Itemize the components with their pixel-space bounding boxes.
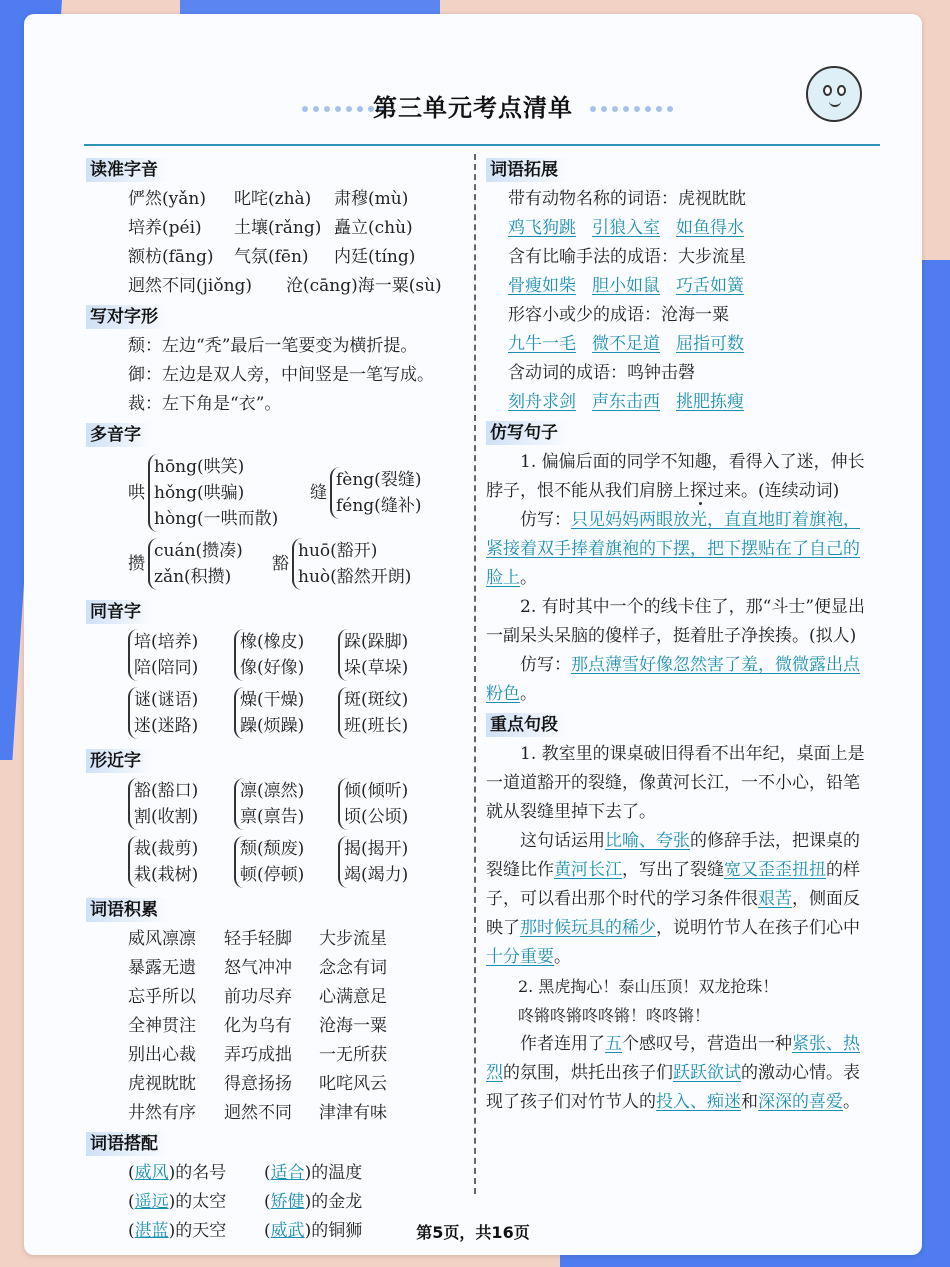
pronunciation-row xyxy=(86,272,466,301)
vocab-item: 念念有词 xyxy=(319,958,387,978)
section-heading: 重点句段 xyxy=(486,713,570,737)
section-heading: 词语积累 xyxy=(86,898,170,922)
highlight: 比喻、夸张 xyxy=(605,831,690,851)
vocab-row xyxy=(86,983,466,1012)
example-sentence: 1. 偏偏后面的同学不知趣，看得入了迷，伸长脖子，恨不能从我们肩膀上探过来。(连续动词) xyxy=(486,452,865,501)
pronunciation-item: 额枋(fāng) xyxy=(128,247,214,267)
polyphone-char: 豁 xyxy=(272,553,289,574)
char-entry: 班(班长) xyxy=(344,716,409,736)
highlight: 那时候玩具的稀少 xyxy=(520,918,656,938)
char-entry: 垛(草垛) xyxy=(344,658,409,678)
char-pair xyxy=(338,629,444,681)
key-passage: 咚锵咚锵咚咚锵！咚咚锵！ xyxy=(518,1006,711,1025)
section-heading: 形近字 xyxy=(86,749,153,773)
text: ，侧面反映了 xyxy=(486,889,860,938)
highlight: 跃跃欲试 xyxy=(673,1063,741,1083)
idiom-expansion xyxy=(486,185,872,417)
vocabulary-list xyxy=(86,925,466,1128)
pronunciation-item: 肃穆(mù) xyxy=(334,189,409,209)
vocab-item: 津津有味 xyxy=(319,1103,387,1123)
char-entry: 割(收割) xyxy=(134,807,199,827)
char-group-row xyxy=(128,836,466,888)
collocation-noun: 的太空 xyxy=(175,1192,227,1212)
pronunciation-item: 叱咤(zhà) xyxy=(234,189,312,209)
pronunciation-item: 气氛(fēn) xyxy=(234,247,309,267)
decor-dots xyxy=(590,106,673,112)
char-pair xyxy=(128,778,234,830)
section-heading: 仿写句子 xyxy=(486,421,570,445)
text: 。 xyxy=(843,1092,860,1112)
vocab-item: 心满意足 xyxy=(319,987,387,1007)
vocab-item: 化为乌有 xyxy=(224,1016,292,1036)
section-heading: 读准字音 xyxy=(86,158,170,182)
collocation-noun: 的名号 xyxy=(175,1163,227,1183)
polyphone-row xyxy=(128,454,466,532)
category-line: 含有比喻手法的成语：大步流星 xyxy=(508,247,746,267)
idiom-answers xyxy=(486,214,872,243)
reading: zǎn(积攒) xyxy=(154,567,232,587)
reading: fèng(裂缝) xyxy=(336,470,422,490)
vocab-item: 迥然不同 xyxy=(224,1103,292,1123)
highlight: 黄河长江 xyxy=(554,860,622,880)
reading-group xyxy=(148,538,272,590)
idiom-answers xyxy=(486,388,872,417)
right-column xyxy=(486,154,872,1117)
pronunciation-item: 矗立(chù) xyxy=(334,218,413,238)
highlight: 紧张、热烈 xyxy=(486,1034,860,1083)
section-heading: 词语搭配 xyxy=(86,1132,170,1156)
char-entry: 禀(禀告) xyxy=(240,807,305,827)
collocation-item: (适合)的温度 xyxy=(264,1163,363,1183)
char-entry: 颓(颓废) xyxy=(240,839,305,859)
text: 。 xyxy=(554,947,571,967)
collocation-noun: 的铜狮 xyxy=(311,1221,363,1241)
highlight: 十分重要 xyxy=(486,947,554,967)
vocab-item: 得意扬扬 xyxy=(224,1074,292,1094)
polyphone-char: 哄 xyxy=(128,482,145,503)
vocab-item: 大步流星 xyxy=(319,929,387,949)
pronunciation-item: 内廷(tíng) xyxy=(334,247,416,267)
reading: huō(豁开) xyxy=(298,541,378,561)
idiom-answer: 骨瘦如柴 xyxy=(508,276,576,296)
reading: cuán(攒凑) xyxy=(154,541,243,561)
pronunciation-item: 培养(péi) xyxy=(128,218,202,238)
vocab-row xyxy=(86,1070,466,1099)
similar-char-groups xyxy=(86,778,466,888)
text: 的修辞手法，把课桌的裂缝比作 xyxy=(486,831,860,880)
pronunciation-item: 沧(cāng)海一粟(sù) xyxy=(286,276,442,296)
imitation-answer: 仿写：那点薄雪好像忽然害了羞，微微露出点粉色。 xyxy=(486,655,860,704)
collocation-row xyxy=(86,1188,466,1217)
collocation-answer: 威武 xyxy=(270,1221,305,1241)
left-column xyxy=(86,154,466,1246)
vocab-row xyxy=(86,1099,466,1128)
reading: hǒng(哄骗) xyxy=(154,483,245,503)
mascot-icon xyxy=(806,66,862,122)
glyph-note: 御：左边是双人旁，中间竖是一笔写成。 xyxy=(128,365,434,385)
vocab-item: 暴露无遗 xyxy=(128,958,196,978)
page-number: 第5页，共16页 xyxy=(416,1223,530,1242)
vocab-item: 叱咤风云 xyxy=(319,1074,387,1094)
pronunciation-row xyxy=(86,185,466,214)
vocab-row xyxy=(86,925,466,954)
homophone-groups xyxy=(86,629,466,739)
char-pair xyxy=(338,836,444,888)
collocation-noun: 的温度 xyxy=(311,1163,363,1183)
vocab-item: 威风凛凛 xyxy=(128,929,196,949)
reading: hòng(一哄而散) xyxy=(154,509,279,529)
char-group-row xyxy=(128,687,466,739)
pronunciation-item: 迥然不同(jiǒng) xyxy=(128,276,253,296)
idiom-answer: 如鱼得水 xyxy=(676,218,744,238)
idiom-answer: 鸡飞狗跳 xyxy=(508,218,576,238)
polyphone-char: 攒 xyxy=(128,553,145,574)
text: 的样子，可以看出那个时代的学习条件很 xyxy=(486,860,860,909)
collocation-noun: 的天空 xyxy=(175,1221,227,1241)
page-sheet xyxy=(24,14,922,1255)
category-line: 含动词的成语：鸣钟击磬 xyxy=(508,363,695,383)
text: 个感叹号，营造出一种 xyxy=(622,1034,792,1054)
char-entry: 陪(陪同) xyxy=(134,658,199,678)
highlight: 艰苦 xyxy=(758,889,792,909)
glyph-note: 颓：左边“秃”最后一笔要变为横折提。 xyxy=(128,336,418,356)
vocab-item: 虎视眈眈 xyxy=(128,1074,196,1094)
collocation-row xyxy=(86,1159,466,1188)
char-entry: 迷(迷路) xyxy=(134,716,199,736)
char-pair xyxy=(128,687,234,739)
passage-analysis xyxy=(486,827,872,972)
vocab-item: 弄巧成拙 xyxy=(224,1045,292,1065)
vocab-item: 全神贯注 xyxy=(128,1016,196,1036)
highlight: 投入、痴迷 xyxy=(656,1092,741,1112)
vocab-item: 忘乎所以 xyxy=(128,987,196,1007)
imitation-answer: 仿写：只见妈妈两眼放光，直直地盯着旗袍，紧接着双手捧着旗袍的下摆，把下摆贴在了自己的脸上。 xyxy=(486,510,860,588)
reading-group xyxy=(148,454,310,532)
vocab-item: 怒气冲冲 xyxy=(224,958,292,978)
header xyxy=(24,76,922,132)
char-entry: 躁(烦躁) xyxy=(240,716,305,736)
collocation-item: (矫健)的金龙 xyxy=(264,1192,363,1212)
column-divider xyxy=(474,154,476,1194)
vocab-item: 前功尽弃 xyxy=(224,987,292,1007)
char-entry: 凛(凛然) xyxy=(240,781,305,801)
vocab-item: 轻手轻脚 xyxy=(224,929,292,949)
text: 这句话运用 xyxy=(520,831,605,851)
idiom-answer: 微不足道 xyxy=(592,334,660,354)
text: ，写出了裂缝 xyxy=(622,860,724,880)
char-pair xyxy=(234,687,338,739)
char-entry: 豁(豁口) xyxy=(134,781,199,801)
char-pair xyxy=(338,687,444,739)
vocab-row xyxy=(86,954,466,983)
polyphone-row xyxy=(128,538,466,590)
idiom-answer: 屈指可数 xyxy=(676,334,744,354)
section-heading: 同音字 xyxy=(86,600,153,624)
collocation-answer: 矫健 xyxy=(270,1192,305,1212)
collocation-item: (威风)的名号 xyxy=(128,1163,227,1183)
reading: hōng(哄笑) xyxy=(154,457,245,477)
text: 作者连用了 xyxy=(520,1034,605,1054)
title-rule xyxy=(84,144,880,146)
vocab-item: 别出心裁 xyxy=(128,1045,196,1065)
collocation-answer: 适合 xyxy=(270,1163,305,1183)
section-heading: 多音字 xyxy=(86,423,153,447)
key-passage: 1. 教室里的课桌破旧得看不出年纪，桌面上是一道道豁开的裂缝，像黄河长江，一不小心，铅笔就从裂缝里掉下去了。 xyxy=(486,744,865,822)
category-line: 带有动物名称的词语：虎视眈眈 xyxy=(508,189,746,209)
vocab-row xyxy=(86,1012,466,1041)
idiom-answers xyxy=(486,272,872,301)
highlight: 五 xyxy=(605,1034,622,1054)
collocation-answer: 遥远 xyxy=(134,1192,169,1212)
reading-group xyxy=(330,467,421,519)
char-pair xyxy=(234,629,338,681)
char-entry: 谜(谜语) xyxy=(134,690,199,710)
passage-analysis xyxy=(486,1030,872,1117)
idiom-answer: 巧舌如簧 xyxy=(676,276,744,296)
idiom-answers xyxy=(486,330,872,359)
reading: féng(缝补) xyxy=(336,496,422,516)
idiom-answer: 刻舟求剑 xyxy=(508,392,576,412)
char-entry: 倾(倾听) xyxy=(344,781,409,801)
char-entry: 跺(跺脚) xyxy=(344,632,409,652)
collocation-item: (遥远)的太空 xyxy=(128,1192,227,1212)
vocab-item: 沧海一粟 xyxy=(319,1016,387,1036)
pronunciation-row xyxy=(86,243,466,272)
highlight: 宽又歪歪扭扭 xyxy=(724,860,826,880)
pronunciation-row xyxy=(86,214,466,243)
char-entry: 斑(斑纹) xyxy=(344,690,409,710)
char-entry: 燥(干燥) xyxy=(240,690,305,710)
reading: huò(豁然开朗) xyxy=(298,567,412,587)
idiom-answer: 挑肥拣瘦 xyxy=(676,392,744,412)
category-line: 形容小或少的成语：沧海一粟 xyxy=(508,305,729,325)
char-group-row xyxy=(128,778,466,830)
char-entry: 橡(橡皮) xyxy=(240,632,305,652)
key-passage: 2. 黑虎掏心！泰山压顶！双龙抢珠！ xyxy=(518,977,779,996)
collocation-item: (湛蓝)的天空 xyxy=(128,1221,227,1241)
polyphone-char: 缝 xyxy=(310,482,327,503)
example-sentence: 2. 有时其中一个的线卡住了，那“斗士”便显出一副呆头呆脑的傻样子，挺着肚子净挨揍。(拟人) xyxy=(486,597,866,646)
highlight: 深深的喜爱 xyxy=(758,1092,843,1112)
text: 和 xyxy=(741,1092,758,1112)
text: 的氛围，烘托出孩子们 xyxy=(503,1063,673,1083)
char-pair xyxy=(234,836,338,888)
collocation-answer: 威风 xyxy=(134,1163,169,1183)
char-pair xyxy=(128,629,234,681)
char-entry: 裁(裁剪) xyxy=(134,839,199,859)
char-entry: 像(好像) xyxy=(240,658,305,678)
char-pair xyxy=(234,778,338,830)
char-entry: 顷(公顷) xyxy=(344,807,409,827)
collocation-noun: 的金龙 xyxy=(311,1192,363,1212)
page-title: 第三单元考点清单 xyxy=(373,94,573,122)
glyph-note: 裁：左下角是“衣”。 xyxy=(128,394,282,414)
vocab-item: 一无所获 xyxy=(319,1045,387,1065)
collocation-answer: 湛蓝 xyxy=(134,1221,169,1241)
char-group-row xyxy=(128,629,466,681)
idiom-answer: 胆小如鼠 xyxy=(592,276,660,296)
idiom-answer: 声东击西 xyxy=(592,392,660,412)
idiom-answer: 引狼入室 xyxy=(592,218,660,238)
text: 的激动心情。表现了孩子们对竹节人的 xyxy=(486,1063,860,1112)
pronunciation-item: 俨然(yǎn) xyxy=(128,189,206,209)
char-entry: 竭(竭力) xyxy=(344,865,409,885)
char-pair xyxy=(338,778,444,830)
section-heading: 词语拓展 xyxy=(486,158,570,182)
char-entry: 培(培养) xyxy=(134,632,199,652)
char-entry: 顿(停顿) xyxy=(240,865,305,885)
char-entry: 揭(揭开) xyxy=(344,839,409,859)
pronunciation-item: 土壤(rǎng) xyxy=(234,218,322,238)
pronunciation-list xyxy=(86,185,466,301)
idiom-answer: 九牛一毛 xyxy=(508,334,576,354)
collocation-item: (威武)的铜狮 xyxy=(264,1221,363,1241)
section-heading: 写对字形 xyxy=(86,305,170,329)
vocab-row xyxy=(86,1041,466,1070)
text: ，说明竹节人在孩子们心中 xyxy=(656,918,860,938)
char-entry: 栽(栽树) xyxy=(134,865,199,885)
char-pair xyxy=(128,836,234,888)
vocab-item: 井然有序 xyxy=(128,1103,196,1123)
reading-group xyxy=(292,538,411,590)
